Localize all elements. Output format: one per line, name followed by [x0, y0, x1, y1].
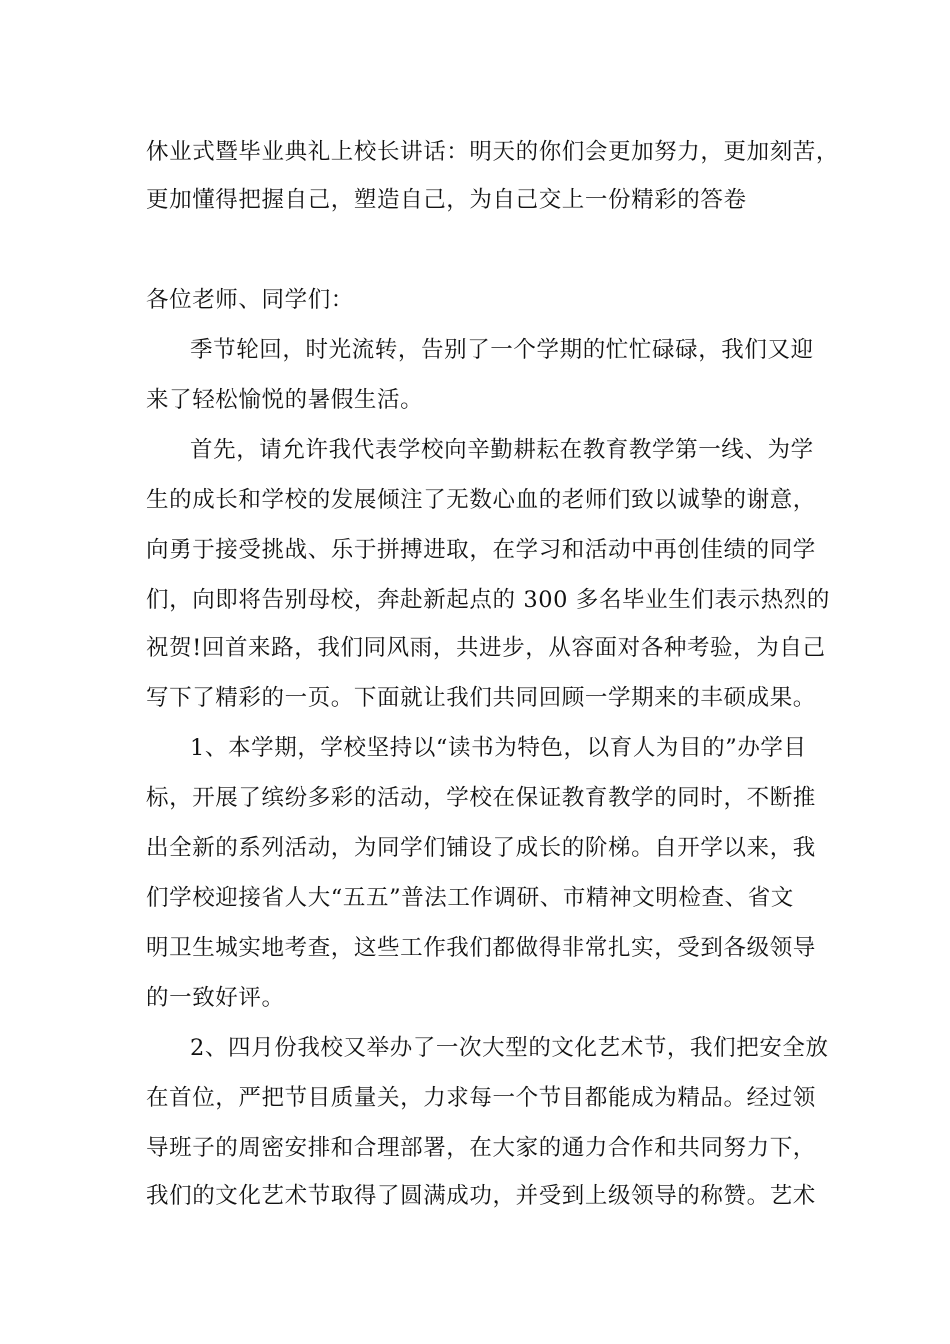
body-line: 们，向即将告别母校，奔赴新起点的 300 多名毕业生们表示热烈的	[146, 587, 830, 613]
body-line: 季节轮回，时光流转，告别了一个学期的忙忙碌碌，我们又迎	[190, 337, 814, 363]
body-line: 2、四月份我校又举办了一次大型的文化艺术节，我们把安全放	[190, 1035, 829, 1061]
body-line: 向勇于接受挑战、乐于拼搏进取，在学习和活动中再创佳绩的同学	[146, 537, 816, 563]
body-line: 标，开展了缤纷多彩的活动，学校在保证教育教学的同时，不断推	[146, 785, 816, 811]
body-line: 1、本学期，学校坚持以“读书为特色，以育人为目的”办学目	[190, 735, 807, 761]
body-line: 导班子的周密安排和合理部署，在大家的通力合作和共同努力下，	[146, 1135, 816, 1161]
body-line: 写下了精彩的一页。下面就让我们共同回顾一学期来的丰硕成果。	[146, 685, 816, 711]
body-line: 祝贺!回首来路，我们同风雨，共进步，从容面对各种考验，为自己	[146, 635, 826, 661]
body-line: 生的成长和学校的发展倾注了无数心血的老师们致以诚挚的谢意，	[146, 487, 816, 513]
salutation: 各位老师、同学们：	[146, 287, 354, 313]
body-line: 明卫生城实地考查，这些工作我们都做得非常扎实，受到各级领导	[146, 935, 816, 961]
body-line: 们学校迎接省人大“五五”普法工作调研、市精神文明检查、省文	[146, 885, 794, 911]
body-line: 在首位，严把节目质量关，力求每一个节目都能成为精品。经过领	[146, 1085, 816, 1111]
title-line-1: 休业式暨毕业典礼上校长讲话：明天的你们会更加努力，更加刻苦，	[146, 139, 840, 165]
body-line: 首先，请允许我代表学校向辛勤耕耘在教育教学第一线、为学	[190, 437, 814, 463]
body-line: 的一致好评。	[146, 985, 285, 1011]
body-line: 我们的文化艺术节取得了圆满成功，并受到上级领导的称赞。艺术	[146, 1183, 816, 1209]
title-line-2: 更加懂得把握自己，塑造自己，为自己交上一份精彩的答卷	[146, 187, 747, 213]
body-line: 来了轻松愉悦的暑假生活。	[146, 387, 424, 413]
body-line: 出全新的系列活动，为同学们铺设了成长的阶梯。自开学以来，我	[146, 835, 816, 861]
